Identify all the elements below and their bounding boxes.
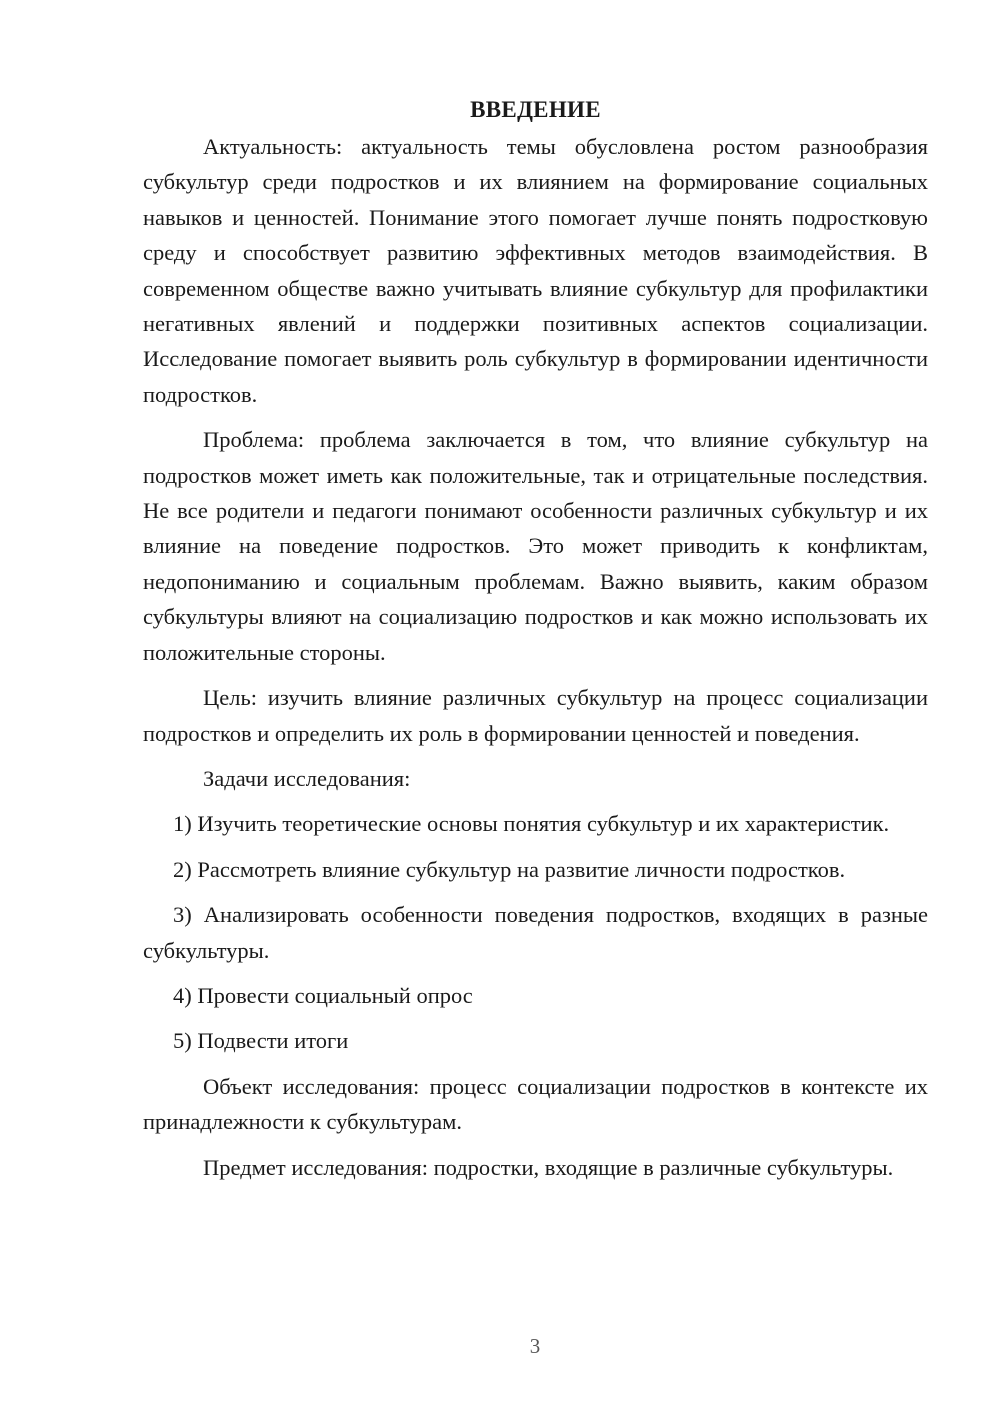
page-title: ВВЕДЕНИЕ bbox=[470, 97, 601, 122]
tasks-heading: Задачи исследования: bbox=[203, 765, 411, 791]
document-page bbox=[143, 92, 928, 1195]
task-item-1: 1) Изучить теоретические основы понятия субкультур и их характеристик. bbox=[173, 811, 890, 837]
relevance-paragraph: Актуальность: актуальность темы обусловлена ростом разнообразия субкультур среди подростков и их влиянием на формирование социальных навыков и ценностей. Понимание этого помогает лучше понять подростковую среду и способствует развитию эффективных методов взаимодействия. В современном обществе важно учитывать влияние субкультур для профилактики негативных явлений и поддержки позитивных аспектов социализации. Исследование помогает выявить роль субкультур в формировании идентичности подростков. bbox=[143, 134, 928, 407]
task-item-5: 5) Подвести итоги bbox=[173, 1028, 349, 1054]
task-item-2: 2) Рассмотреть влияние субкультур на развитие личности подростков. bbox=[173, 856, 846, 882]
task-item-3: 3) Анализировать особенности поведения подростков, входящих в разные субкультуры. bbox=[143, 902, 928, 963]
goal-paragraph: Цель: изучить влияние различных субкультур на процесс социализации подростков и определить их роль в формировании ценностей и поведения. bbox=[143, 685, 928, 746]
object-paragraph: Объект исследования: процесс социализации подростков в контексте их принадлежности к субкультурам. bbox=[143, 1073, 928, 1135]
task-item-4: 4) Провести социальный опрос bbox=[173, 982, 473, 1008]
subject-paragraph: Предмет исследования: подростки, входящие в различные субкультуры. bbox=[203, 1154, 894, 1180]
problem-paragraph: Проблема: проблема заключается в том, что влияние субкультур на подростков может иметь как положительные, так и отрицательные последствия. Не все родители и педагоги понимают особенности различных субкультур и их влияние на поведение подростков. Это может приводить к конфликтам, недопониманию и социальным проблемам. Важно выявить, каким образом субкультуры влияют на социализацию подростков и как можно использовать их положительные стороны. bbox=[143, 427, 928, 665]
page-number: 3 bbox=[529, 1334, 541, 1358]
